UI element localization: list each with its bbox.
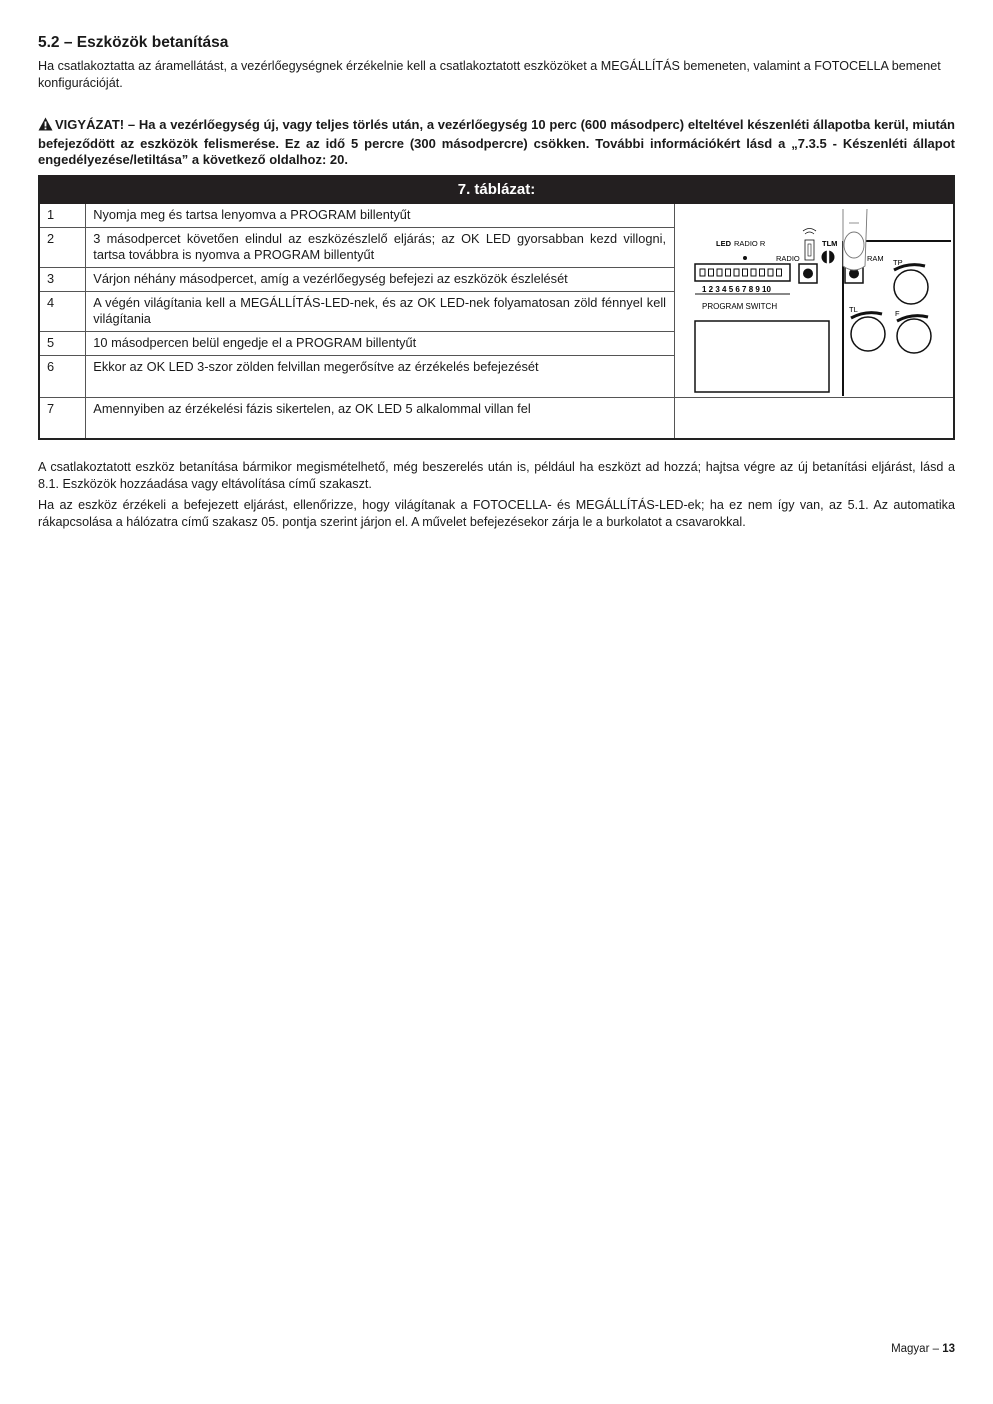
warning-triangle-icon: [38, 117, 53, 136]
step-text: Várjon néhány másodpercet, amíg a vezérlőegység befejezi az eszközök észlelését: [86, 268, 675, 292]
page-number: 13: [942, 1343, 955, 1355]
step-number: 3: [39, 268, 86, 292]
empty-cell: [675, 398, 955, 439]
switch-numbers: 1 2 3 4 5 6 7 8 9 10: [702, 285, 771, 294]
tlm-connector-icon: [822, 250, 835, 264]
finger-pressing-icon: [843, 209, 867, 270]
control-board-diagram: [675, 204, 955, 398]
step-number: 1: [39, 204, 86, 228]
step-text: 3 másodpercet követően elindul az eszközészlelő eljárás; az OK LED gyorsabban kezd villogni, tartsa továbbra is nyomva a PROGRAM billentyűt: [86, 228, 675, 268]
step-number: 5: [39, 332, 86, 356]
intro-paragraph: Ha csatlakoztatta az áramellátást, a vezérlőegységnek érzékelnie kell a csatlakoztatott eszközöket a MEGÁLLÍTÁS bemeneten, valamint a FOTOCELLA bemenet konfigurációját.: [38, 59, 941, 90]
step-number: 4: [39, 292, 86, 332]
step-number: 7: [39, 398, 86, 439]
steps-table: [38, 175, 955, 440]
f-trimmer[interactable]: [897, 319, 931, 353]
display-panel: [695, 321, 829, 392]
radio-signal-icon: [803, 229, 816, 261]
step-number: 2: [39, 228, 86, 268]
ram-label: RAM: [867, 254, 884, 263]
radio-r-label: RADIO R: [734, 239, 766, 248]
step-text: Nyomja meg és tartsa lenyomva a PROGRAM billentyűt: [86, 204, 675, 228]
step-number: 6: [39, 356, 86, 398]
table-title: 7. táblázat:: [39, 176, 954, 204]
section-title: 5.2 – Eszközök betanítása: [38, 34, 229, 51]
program-switch-label: PROGRAM SWITCH: [702, 302, 778, 311]
led-label: LED: [716, 239, 731, 248]
tp-label: TP: [893, 258, 903, 267]
warning-text: VIGYÁZAT! – Ha a vezérlőegység új, vagy teljes törlés után, a vezérlőegység 10 perc (600 másodperc) elteltével készenléti állapotba kerül, miután befejeződött az eszközök felismerése. Ez az idő 5 percre (300 másodpercre) csökken. További információkért lásd a „7.3.5 - Készenléti állapot engedélyezése/letiltása” a következő oldalhoz: 20.: [38, 117, 955, 167]
tlm-label: TLM: [822, 239, 838, 248]
f-label: F: [895, 309, 900, 318]
led-dot: [743, 256, 747, 260]
page-footer: [891, 1343, 955, 1355]
step-text: Amennyiben az érzékelési fázis sikertelen, az OK LED 5 alkalommal villan fel: [86, 398, 675, 439]
warning-paragraph: [38, 117, 955, 169]
check-leds-paragraph: Ha az eszköz érzékeli a befejezett eljárást, ellenőrizze, hogy világítanak a FOTOCELLA- és MEGÁLLÍTÁS-LED-ek; ha ez nem így van, az 5.1. Az automatika rákapcsolása a hálózatra című szakasz 05. pontja szerint járjon el. A művelet befejezésekor zárja le a burkolatot a csavarokkal.: [38, 498, 955, 529]
table-row: [39, 398, 954, 439]
table-row: [39, 204, 954, 228]
tp-trimmer[interactable]: [894, 270, 928, 304]
radio-label: RADIO: [776, 254, 800, 263]
step-text: 10 másodpercen belül engedje el a PROGRAM billentyűt: [86, 332, 675, 356]
tl-label: TL: [849, 305, 858, 314]
step-text: A végén világítania kell a MEGÁLLÍTÁS-LED-nek, és az OK LED-nek folyamatosan zöld fénnyel kell világítania: [86, 292, 675, 332]
tl-trimmer[interactable]: [851, 317, 885, 351]
radio-button-dot: [803, 269, 813, 279]
relearn-paragraph: A csatlakoztatott eszköz betanítása bármikor megismételhető, még beszerelés után is, például ha eszközt ad hozzá; hajtsa végre az új betanítási eljárást, lásd a 8.1. Eszközök hozzáadása vagy eltávolítása című szakaszt.: [38, 460, 955, 491]
dip-switches: [700, 269, 782, 276]
step-text: Ekkor az OK LED 3-szor zölden felvillan megerősítve az érzékelés befejezését: [86, 356, 675, 398]
footer-language: Magyar –: [891, 1343, 939, 1355]
control-board-illustration: [675, 204, 951, 396]
